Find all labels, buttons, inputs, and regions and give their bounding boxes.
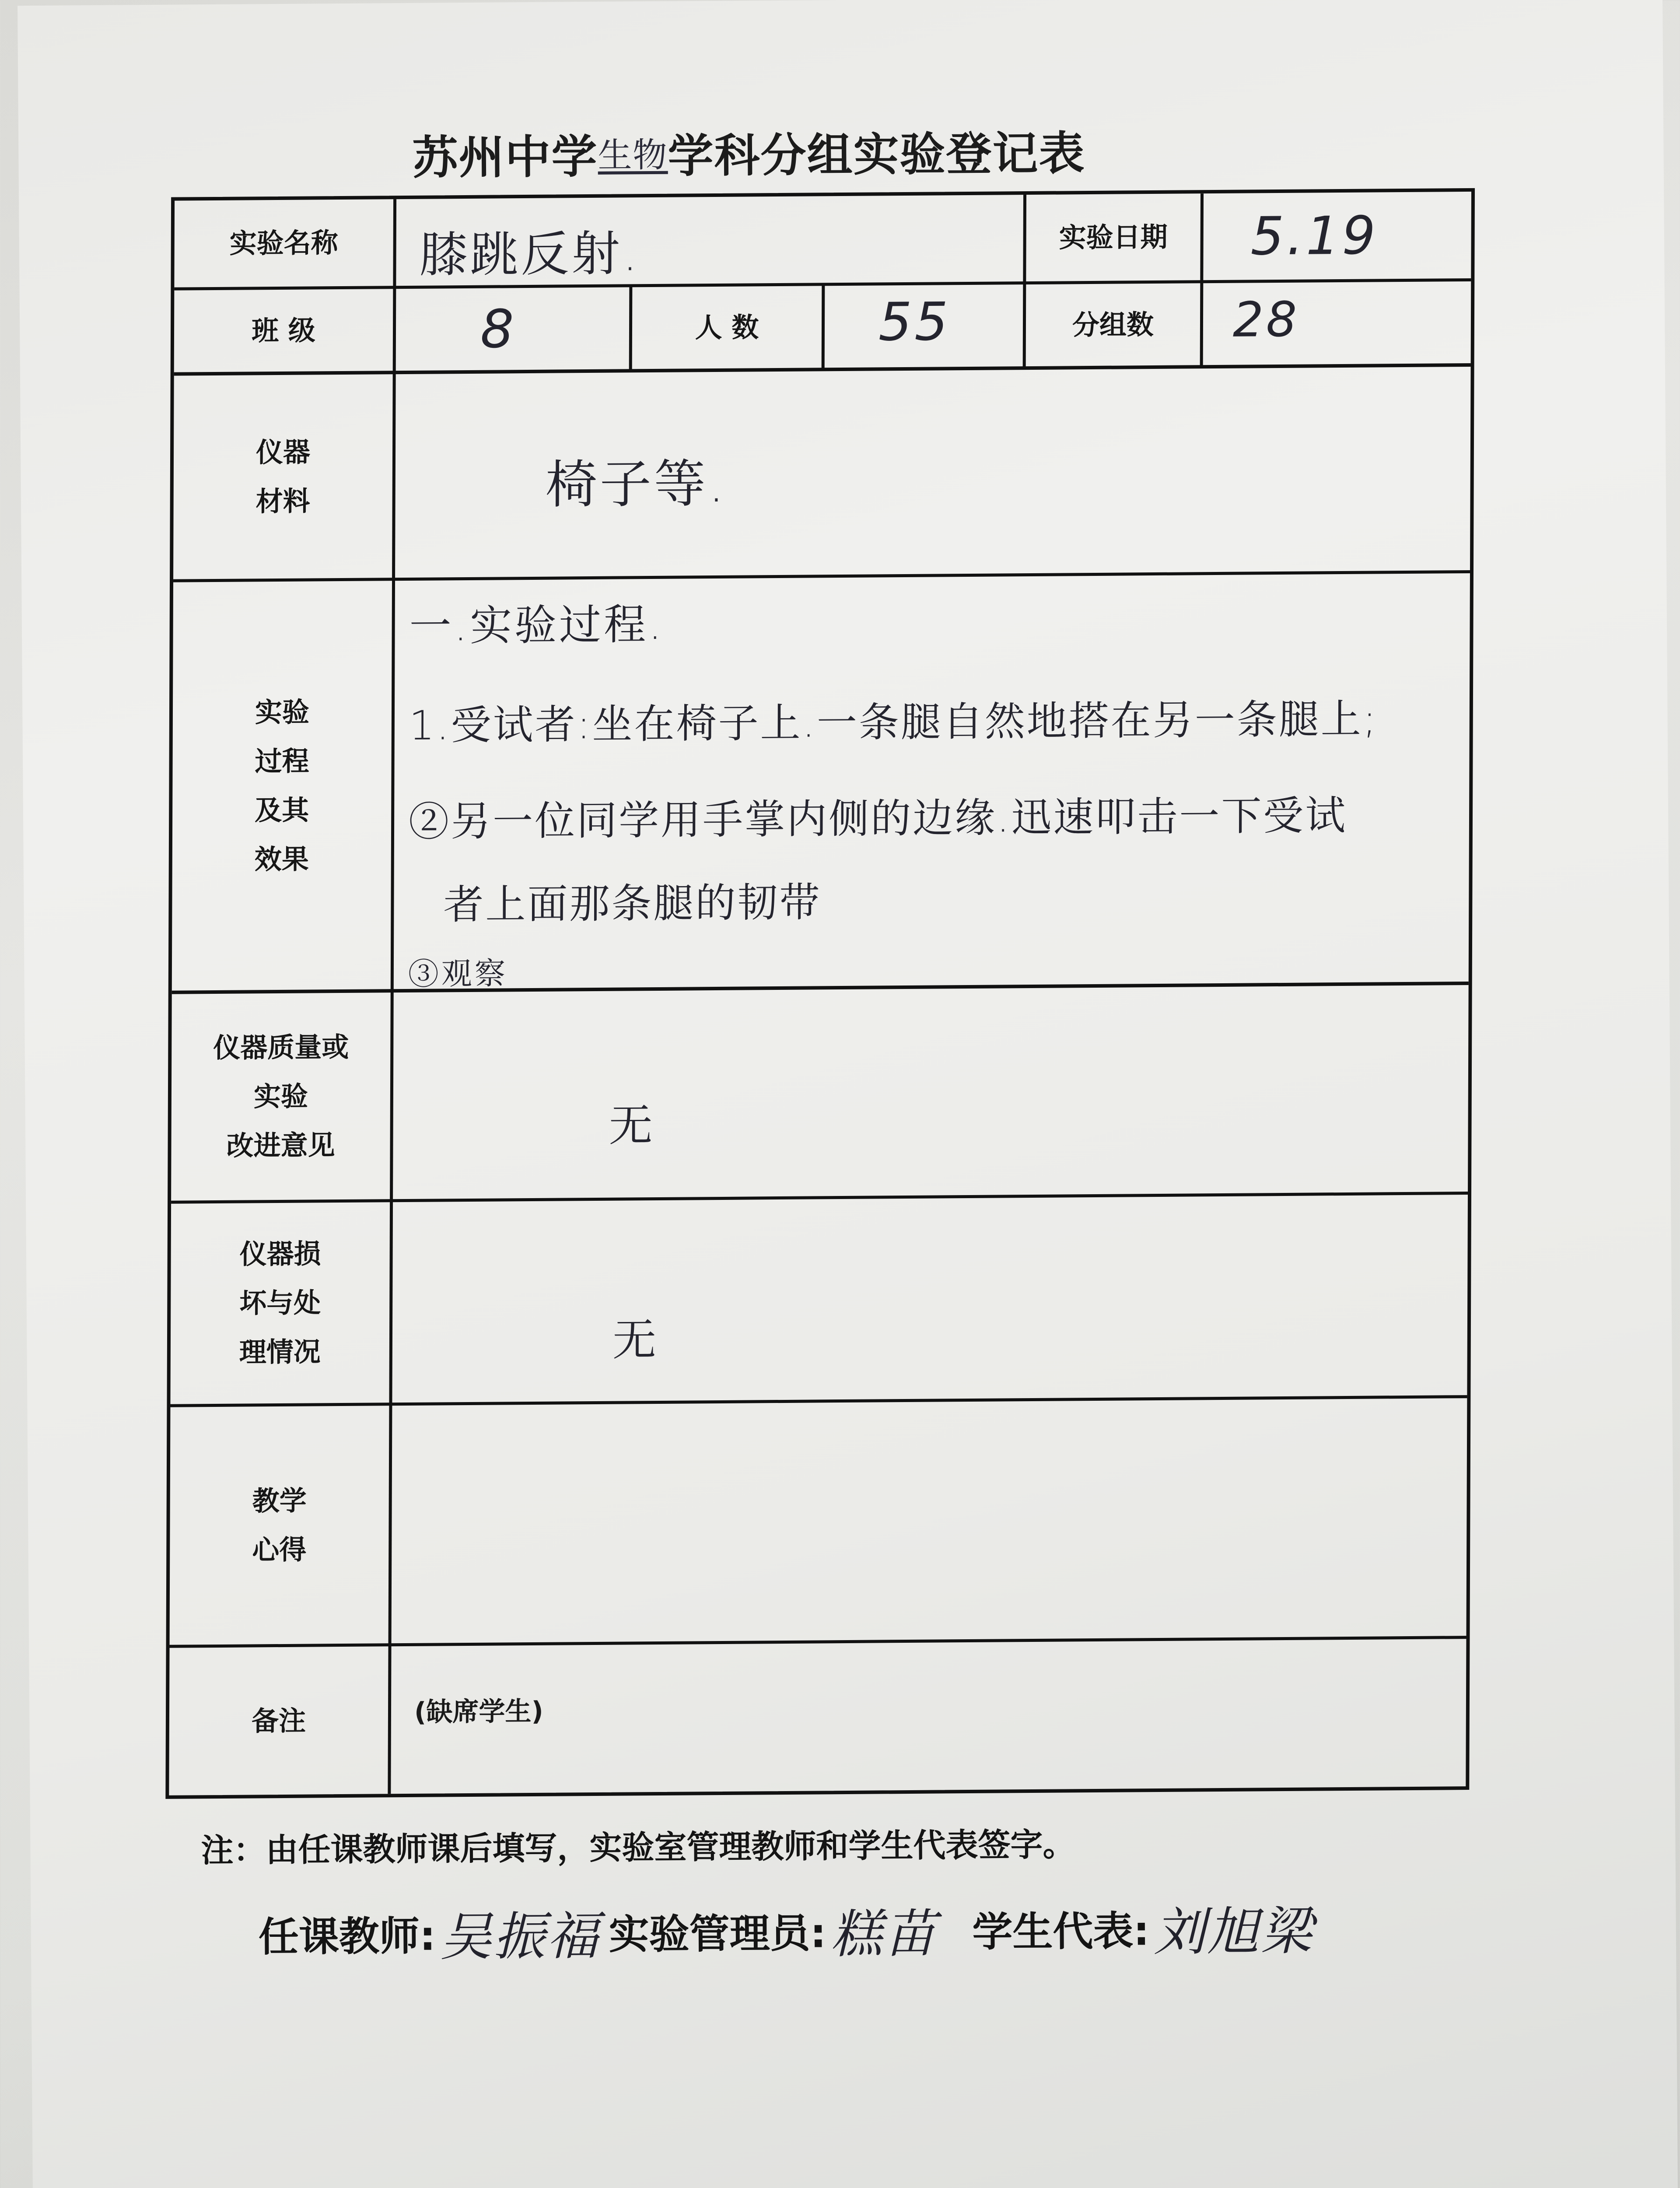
registration-table bbox=[165, 188, 1475, 1799]
col-divider-headcount bbox=[822, 284, 825, 369]
value-quality-improvement: 无 bbox=[609, 1100, 655, 1151]
label-experiment-date: 实验日期 bbox=[1059, 221, 1168, 254]
label-experiment-name: 实验名称 bbox=[229, 227, 338, 259]
value-group-count: 28 bbox=[1232, 291, 1300, 348]
admin-signature: 糕苗 bbox=[830, 1903, 938, 1965]
process-line-4: 者上面那条腿的韧带 bbox=[443, 879, 822, 929]
process-line-2: 1.受试者:坐在椅子上.一条腿自然地搭在另一条腿上; bbox=[409, 695, 1379, 749]
label-headcount: 人 数 bbox=[695, 311, 759, 344]
process-line-5: ③观察 bbox=[408, 955, 508, 992]
title-prefix: 苏州中学 bbox=[412, 129, 598, 185]
value-experiment-name: 膝跳反射. bbox=[419, 225, 640, 283]
student-label: 学生代表: bbox=[972, 1907, 1150, 1956]
process-line-1: 一.实验过程. bbox=[409, 600, 665, 651]
label-equipment-materials: 仪器 材料 bbox=[256, 435, 311, 517]
value-damage-handling: 无 bbox=[612, 1314, 659, 1366]
label-damage-handling: 仪器损 坏与处 理情况 bbox=[239, 1238, 321, 1368]
student-signature: 刘旭梁 bbox=[1153, 1900, 1314, 1963]
remarks-absent-students: (缺席学生) bbox=[414, 1696, 543, 1728]
label-quality-improvement: 仪器质量或 实验 改进意见 bbox=[213, 1031, 349, 1162]
label-process-effect: 实验 过程 及其 效果 bbox=[254, 696, 310, 875]
admin-label: 实验管理员: bbox=[609, 1910, 826, 1958]
title-subject-handwritten: 生物 bbox=[598, 135, 668, 175]
title-suffix: 学科分组实验登记表 bbox=[668, 126, 1085, 183]
paper-sheet bbox=[18, 0, 1678, 2188]
process-line-3: ②另一位同学用手掌内侧的边缘.迅速叩击一下受试 bbox=[408, 792, 1348, 845]
value-experiment-date: 5.19 bbox=[1250, 205, 1379, 267]
value-class: 8 bbox=[480, 299, 517, 360]
label-remarks: 备注 bbox=[251, 1704, 306, 1737]
label-class: 班 级 bbox=[252, 314, 315, 347]
label-group-count: 分组数 bbox=[1072, 308, 1154, 341]
form-title bbox=[412, 115, 1331, 187]
label-teaching-notes: 教学 心得 bbox=[252, 1484, 307, 1566]
teacher-label: 任课教师: bbox=[258, 1912, 436, 1961]
value-equipment-materials: 椅子等. bbox=[545, 453, 728, 515]
signature-row bbox=[258, 1890, 1527, 1969]
footer-note: 注：由任课教师课后填写，实验室管理教师和学生代表签字。 bbox=[201, 1826, 1075, 1870]
teacher-signature: 吴振福 bbox=[440, 1905, 601, 1967]
value-headcount: 55 bbox=[878, 291, 951, 353]
